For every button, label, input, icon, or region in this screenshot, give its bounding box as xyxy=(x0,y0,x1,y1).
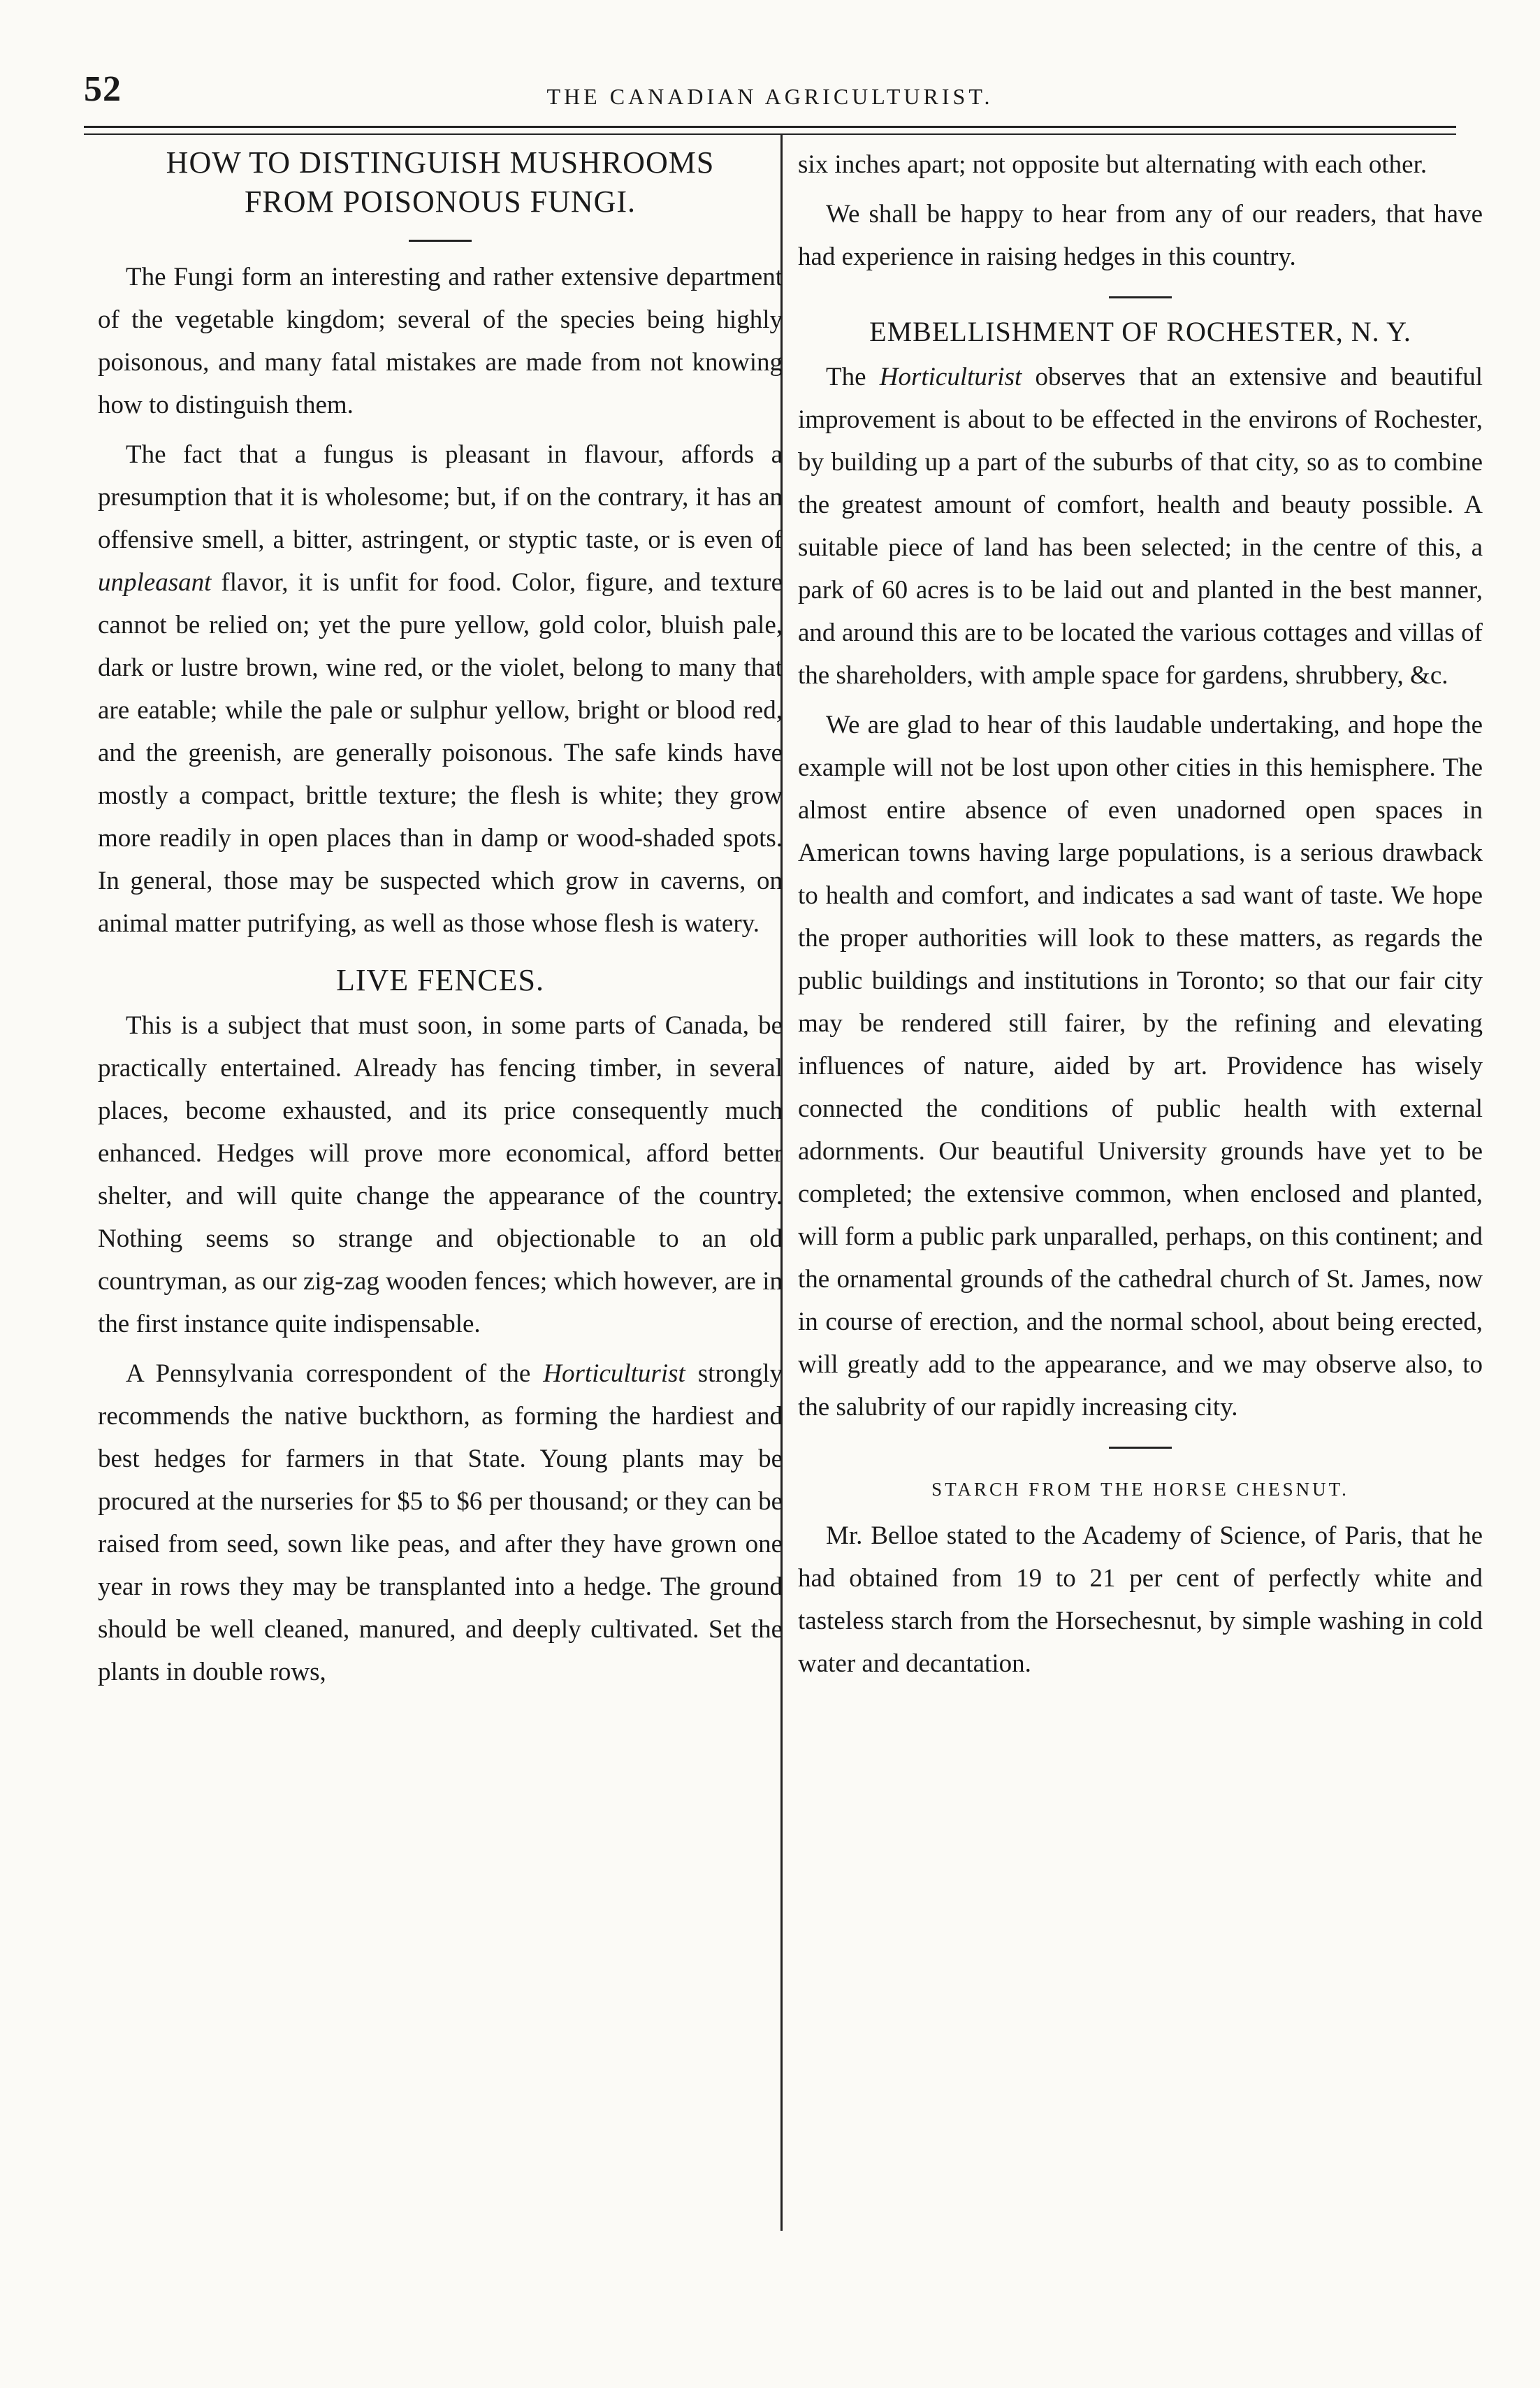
separator-rule xyxy=(1109,296,1172,298)
paragraph: The Fungi form an interesting and rather extensive department of the vegetable kingdom; several of the species being highly poisonous, and many fatal mistakes are made from not knowing how to distinguish them. xyxy=(98,263,783,419)
paragraph: We are glad to hear of this laudable undertaking, and hope the example will not be lost upon other cities in this hemisphere. The almost entire absence of even unadorned open spaces in American towns having large populations, is a serious drawback to health and comfort, and indicates a sad want of taste. We hope the proper authorities will look to these matters, as regards the public buildings and institutions in Toronto; so that our fair city may be rendered still fairer, by the refining and elevating influences of nature, aided by art. Providence has wisely connected the conditions of public health with external adornments. Our beautiful University grounds have yet to be completed; the extensive common, when enclosed and planted, will form a public park unparalled, perhaps, on this continent; and the ornamental grounds of the cathedral church of St. James, now in course of erection, and the normal school, about being erected, will greatly add to the appearance, and we may observe also, to the salubrity of our rapidly increasing city. xyxy=(798,711,1483,1421)
article-title-line: FROM POISONOUS FUNGI. xyxy=(244,184,637,219)
paragraph xyxy=(798,356,1483,697)
article-title-live-fences: LIVE FENCES. xyxy=(336,963,544,997)
paragraph: six inches apart; not opposite but alternating with each other. xyxy=(798,150,1428,179)
separator-rule xyxy=(1109,1447,1172,1449)
article-title-rochester: EMBELLISHMENT OF ROCHESTER, N. Y. xyxy=(869,316,1411,347)
paragraph: We shall be happy to hear from any of our readers, that have had experience in raising hedges in this country. xyxy=(798,200,1483,271)
paragraph xyxy=(98,1352,783,1693)
paragraph xyxy=(98,433,783,945)
article-title-mushrooms xyxy=(98,143,783,222)
paragraph-text: A Pennsylvania correspondent of the xyxy=(126,1359,544,1388)
paragraph: Mr. Belloe stated to the Academy of Science, of Paris, that he had obtained from 19 to 21 per cent of perfectly white and tasteless starch from the Horsechesnut, by simple washing in cold water and decantation. xyxy=(798,1521,1483,1678)
paragraph-text: The fact that a fungus is pleasant in flavour, affords a presumption that it is wholesome; but, if on the contrary, it has an offensive smell, a bitter, astringent, or styptic taste, or is even of xyxy=(98,440,783,554)
article-title-line: HOW TO DISTINGUISH MUSHROOMS xyxy=(166,145,715,180)
header-rule xyxy=(84,126,1456,135)
paragraph-text: strongly recommends the native buckthorn, as forming the hardiest and best hedges for farmers in that State. Young plants may be procured at the nurseries for $5 to $6 per thousand; or they can be raised from seed, sown like peas, and after they have grown one year in rows they may be transplanted into a hedge. The ground should be well cleaned, manured, and deeply cultivated. Set the plants in double rows, xyxy=(98,1359,783,1686)
paragraph-text: observes that an extensive and beautiful improvement is about to be effected in the environs of Rochester, by building up a part of the suburbs of that city, so as to combine the greatest amount of comfort, health and beauty possible. A suitable piece of land has been selected; in the centre of this, a park of 60 acres is to be laid out and planted in the best manner, and around this are to be located the various cottages and villas of the shareholders, with ample space for gardens, shrubbery, &c. xyxy=(798,363,1483,690)
italic-word: Horticulturist xyxy=(543,1359,685,1388)
page-number: 52 xyxy=(84,69,122,109)
left-column xyxy=(98,143,783,1700)
italic-word: Horticulturist xyxy=(879,363,1022,391)
paragraph: This is a subject that must soon, in some parts of Canada, be practically entertained. Already has fencing timber, in several places, become exhausted, and its price consequently much enhanced. Hedges will prove more economical, afford better shelter, and will quite change the appearance of the country. Nothing seems so strange and objectionable to an old countryman, as our zig-zag wooden fences; which however, are in the first instance quite indispensable. xyxy=(98,1011,783,1338)
paragraph-text: flavor, it is unfit for food. Color, figure, and texture cannot be relied on; yet the pure yellow, gold color, bluish pale, dark or lustre brown, wine red, or the violet, belong to many that are eatable; while the pale or sulphur yellow, bright or blood red, and the greenish, are generally poisonous. The safe kinds have mostly a compact, brittle texture; the flesh is white; they grow more readily in open places than in damp or wood-shaded spots. In general, those may be suspected which grow in caverns, on animal matter putrifying, as well as those whose flesh is watery. xyxy=(98,568,783,938)
article-title-starch: STARCH FROM THE HORSE CHESNUT. xyxy=(931,1479,1349,1500)
running-title: THE CANADIAN AGRICULTURIST. xyxy=(546,84,994,109)
separator-rule xyxy=(409,240,472,242)
italic-word: unpleasant xyxy=(98,568,212,597)
right-column xyxy=(798,143,1483,1692)
paragraph-text: The xyxy=(826,363,880,391)
